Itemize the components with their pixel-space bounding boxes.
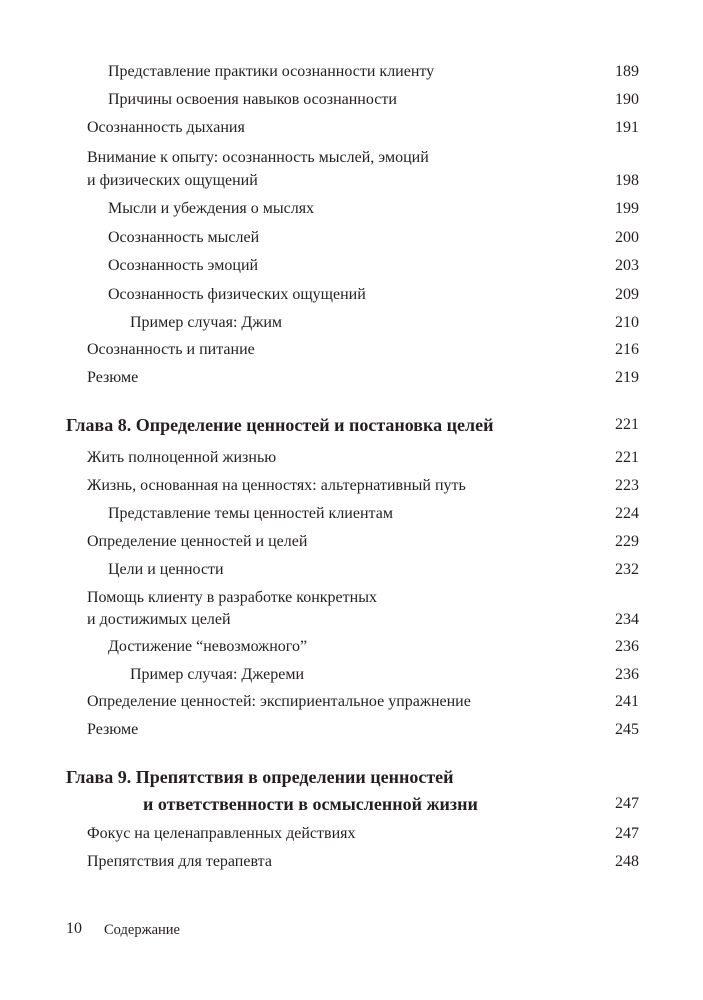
toc-entry-title: Осознанность дыхания [87, 119, 245, 136]
toc-entry-page: 245 [615, 721, 639, 738]
running-footer-label: Содержание [104, 922, 180, 938]
toc-entry-title: Осознанность и питание [87, 341, 255, 358]
toc-entry-title: Внимание к опыту: осознанность мыслей, эмоций [87, 149, 429, 166]
toc-entry-title: Фокус на целенаправленных действиях [87, 825, 356, 842]
toc-entry-title: Пример случая: Джереми [130, 666, 305, 683]
toc-entry-title: Осознанность мыслей [108, 229, 260, 246]
toc-entry-title: Осознанность физических ощущений [108, 286, 366, 303]
toc-entry-title-continued: и достижимых целей [87, 611, 231, 628]
toc-entry-title: Пример случая: Джим [130, 314, 283, 331]
toc-entry-page: 236 [615, 638, 639, 655]
chapter-title: Глава 8. Определение ценностей и постановка целей [66, 415, 494, 435]
toc-entry-title: Определение ценностей и целей [87, 533, 308, 550]
toc-entry-page: 191 [615, 119, 639, 136]
toc-entry-title-continued: и физических ощущений [87, 172, 258, 189]
toc-entry-page: 198 [615, 172, 639, 189]
toc-entry-page: 189 [615, 63, 639, 80]
toc-entry-title: Определение ценностей: экспириентальное упражнение [87, 693, 471, 710]
toc-entry-title: Жить полноценной жизнью [87, 449, 277, 466]
toc-entry-page: 203 [615, 257, 639, 274]
toc-entry-page: 247 [615, 825, 639, 842]
toc-entry-page: 216 [615, 341, 639, 358]
toc-entry-title: Достижение “невозможного” [108, 638, 308, 655]
toc-entry-page: 190 [615, 91, 639, 108]
toc-entry-title: Причины освоения навыков осознанности [108, 91, 397, 108]
toc-entry-page: 199 [615, 200, 639, 217]
toc-entry-title: Осознанность эмоций [108, 257, 259, 274]
toc-entry-page: 200 [615, 229, 639, 246]
toc-entry-title: Цели и ценности [108, 561, 224, 578]
toc-entry-title: Препятствия для терапевта [87, 853, 272, 870]
toc-entry-page: 232 [615, 561, 639, 578]
toc-entry-page: 236 [615, 666, 639, 683]
page-number: 10 [66, 920, 82, 937]
toc-entry-page: 229 [615, 533, 639, 550]
toc-entry-page: 221 [615, 449, 639, 466]
toc-entry-page: 248 [615, 853, 639, 870]
toc-entry-page: 209 [615, 286, 639, 303]
toc-entry-page: 224 [615, 505, 639, 522]
toc-entry-page: 234 [615, 611, 639, 628]
toc-entry-page: 241 [615, 693, 639, 710]
toc-entry-title: Представление практики осознанности клиенту [108, 63, 435, 80]
toc-entry-page: 223 [615, 477, 639, 494]
toc-entry-page: 219 [615, 369, 639, 386]
toc-entry-page: 247 [615, 795, 639, 812]
toc-entry-page: 221 [615, 416, 639, 433]
toc-entry-title: Жизнь, основанная на ценностях: альтернативный путь [87, 477, 466, 494]
toc-entry-title: Резюме [87, 369, 139, 386]
toc-entry-title: Мысли и убеждения о мыслях [108, 200, 315, 217]
chapter-title-continued: и ответственности в осмысленной жизни [143, 794, 478, 814]
toc-entry-page: 210 [615, 314, 639, 331]
toc-entry-title: Резюме [87, 721, 139, 738]
chapter-title: Глава 9. Препятствия в определении ценностей [66, 767, 454, 787]
toc-entry-title: Помощь клиенту в разработке конкретных [87, 589, 377, 606]
toc-entry-title: Представление темы ценностей клиентам [108, 505, 393, 522]
